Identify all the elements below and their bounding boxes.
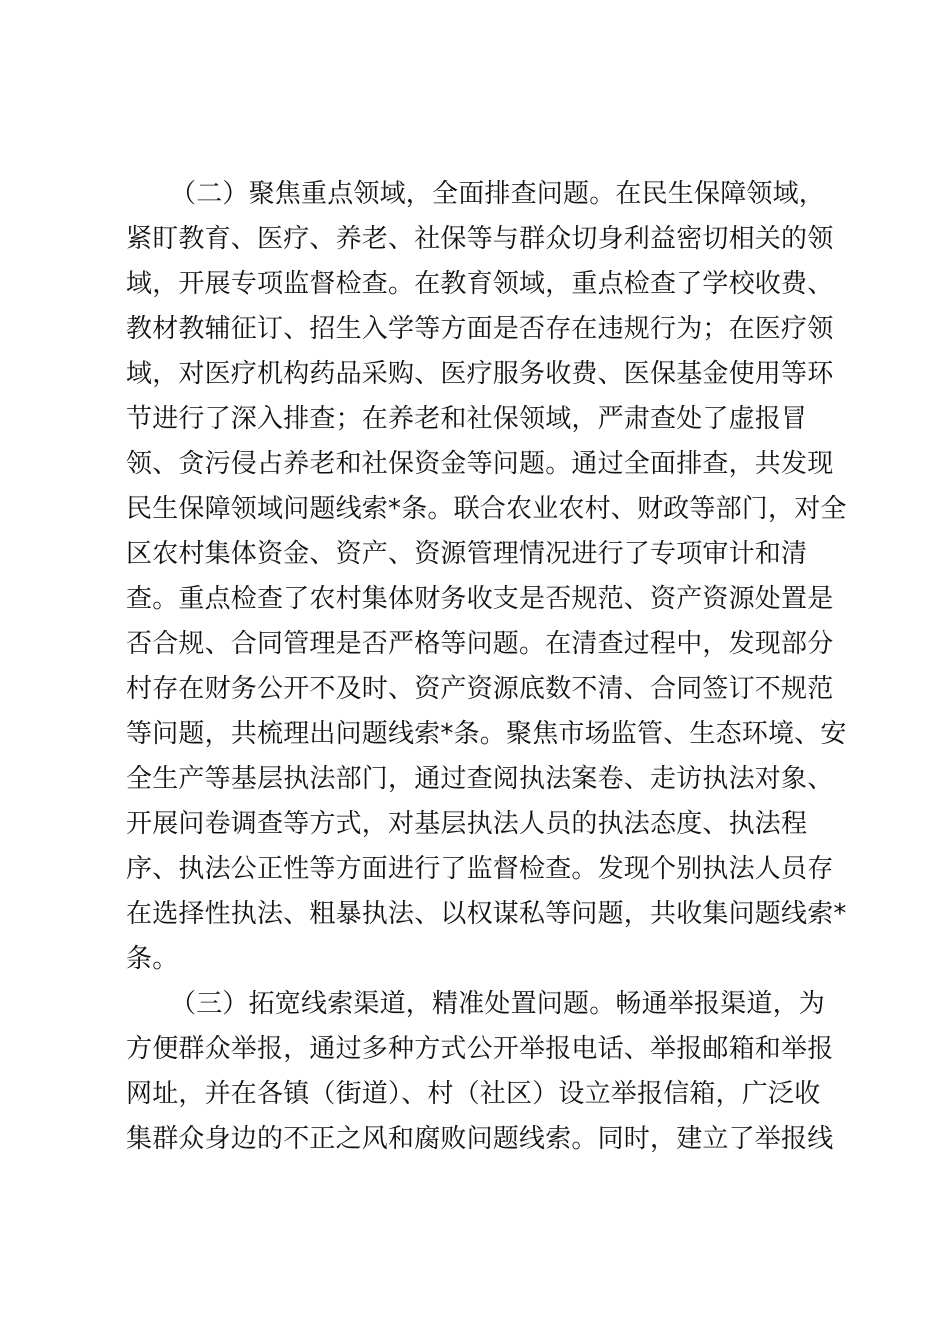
paragraph-2-line-7: 领、贪污侵占养老和社保资金等问题。通过全面排查，共发现	[126, 449, 834, 479]
paragraph-3-line-3: 网址，并在各镇（街道）、村（社区）设立举报信箱，广泛收	[126, 1079, 821, 1109]
paragraph-3-line-2: 方便群众举报，通过多种方式公开举报电话、举报邮箱和举报	[126, 1034, 834, 1064]
paragraph-2-line-1: （二）聚焦重点领域，全面排查问题。在民生保障领域，	[170, 179, 826, 209]
paragraph-2-line-13: 等问题，共梳理出问题线索*条。聚焦市场监管、生态环境、安	[126, 719, 847, 749]
paragraph-2-line-8: 民生保障领域问题线索*条。联合农业农村、财政等部门，对全	[126, 494, 847, 524]
paragraph-3-line-4: 集群众身边的不正之风和腐败问题线索。同时，建立了举报线	[126, 1124, 834, 1154]
paragraph-2-line-9: 区农村集体资金、资产、资源管理情况进行了专项审计和清	[126, 539, 808, 569]
paragraph-2-line-3: 域，开展专项监督检查。在教育领域，重点检查了学校收费、	[126, 269, 834, 299]
paragraph-2-line-6: 节进行了深入排查；在养老和社保领域，严肃查处了虚报冒	[126, 404, 808, 434]
paragraph-2-line-15: 开展问卷调查等方式，对基层执法人员的执法态度、执法程	[126, 809, 808, 839]
paragraph-2-line-10: 查。重点检查了农村集体财务收支是否规范、资产资源处置是	[126, 584, 834, 614]
paragraph-2-line-11: 否合规、合同管理是否严格等问题。在清查过程中，发现部分	[126, 629, 834, 659]
paragraph-3-line-1: （三）拓宽线索渠道，精准处置问题。畅通举报渠道，为	[170, 989, 826, 1019]
paragraph-2-line-5: 域，对医疗机构药品采购、医疗服务收费、医保基金使用等环	[126, 359, 834, 389]
paragraph-2-line-18: 条。	[126, 944, 179, 974]
paragraph-2-line-4: 教材教辅征订、招生入学等方面是否存在违规行为；在医疗领	[126, 314, 834, 344]
paragraph-2-line-12: 村存在财务公开不及时、资产资源底数不清、合同签订不规范	[126, 674, 834, 704]
body-text	[126, 172, 846, 1162]
paragraph-2-line-16: 序、执法公正性等方面进行了监督检查。发现个别执法人员存	[126, 854, 834, 884]
paragraph-2-line-17: 在选择性执法、粗暴执法、以权谋私等问题，共收集问题线索*	[126, 899, 847, 929]
paragraph-2-line-14: 全生产等基层执法部门，通过查阅执法案卷、走访执法对象、	[126, 764, 834, 794]
paragraph-2-line-2: 紧盯教育、医疗、养老、社保等与群众切身利益密切相关的领	[126, 224, 834, 254]
